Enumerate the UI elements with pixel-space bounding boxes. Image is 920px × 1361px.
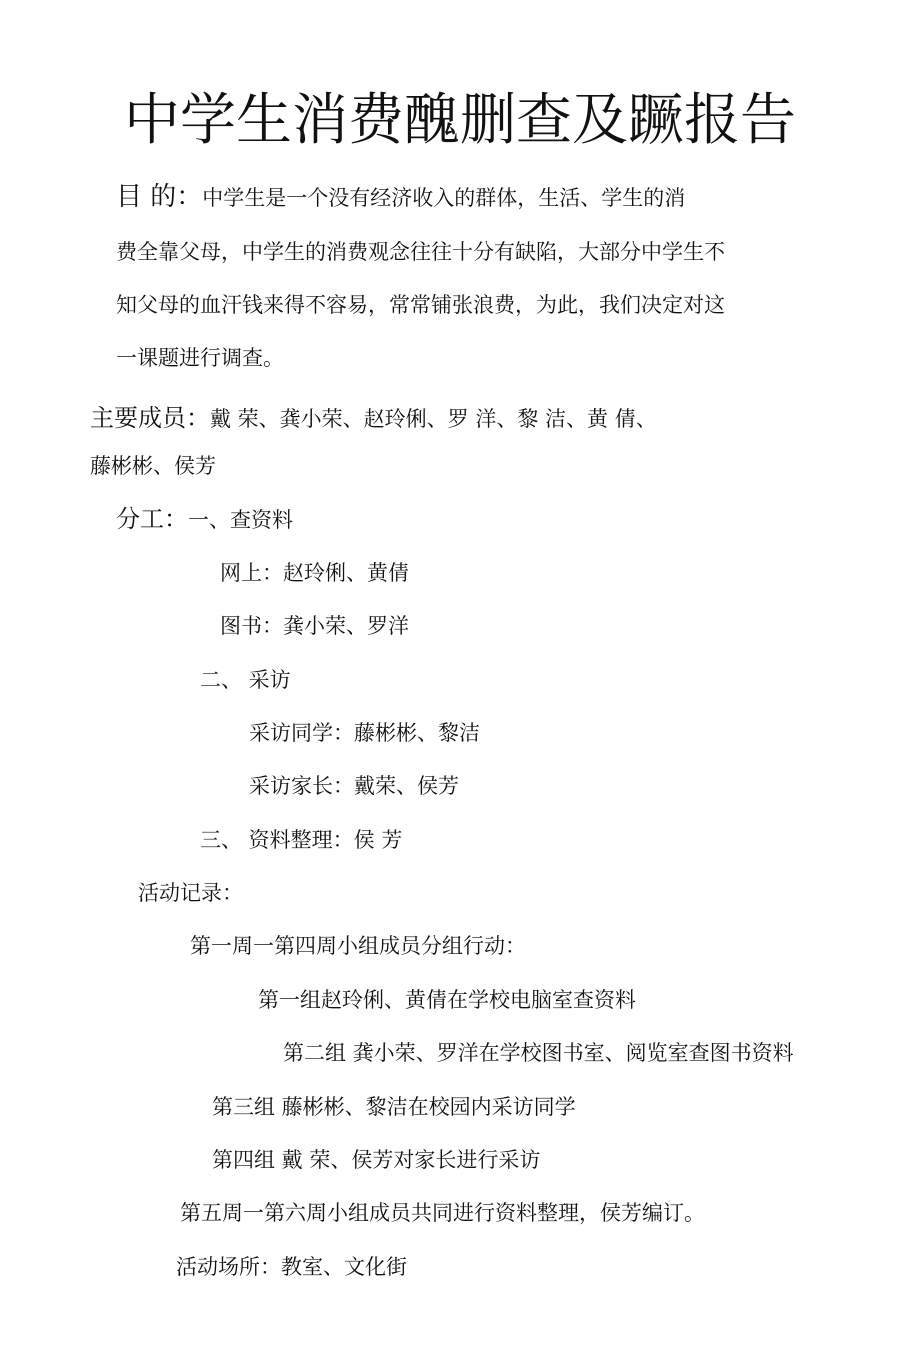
division-online: 网上：赵玲俐、黄倩 xyxy=(220,561,409,585)
purpose-line-2: 费全靠父母，中学生的消费观念往往十分有缺陷，大部分中学生不 xyxy=(116,240,725,264)
division-students: 采访同学：藤彬彬、黎洁 xyxy=(249,721,480,745)
records-group-1: 第一组赵玲俐、黄倩在学校电脑室查资料 xyxy=(258,988,636,1012)
division-books: 图书：龚小荣、罗洋 xyxy=(220,614,409,638)
members-line-2: 藤彬彬、侯芳 xyxy=(90,454,216,478)
report-title: 中学生消费醜删查及蹶报告 xyxy=(124,88,796,153)
records-label: 活动记录： xyxy=(138,881,243,905)
purpose-line-1 xyxy=(116,183,685,212)
division-item-2: 二、 采访 xyxy=(200,668,291,692)
division-parents: 采访家长：戴荣、侯芳 xyxy=(249,774,459,798)
purpose-line-4: 一课题进行调查。 xyxy=(116,346,284,370)
records-week1-4: 第一周一第四周小组成员分组行动： xyxy=(190,934,526,958)
purpose-text-1: 中学生是一个没有经济收入的群体，生活、学生的消 xyxy=(202,186,686,210)
division-label: 分工： xyxy=(116,505,188,533)
division-line xyxy=(116,505,293,534)
records-venue: 活动场所：教室、文化街 xyxy=(176,1255,407,1279)
records-group-2: 第二组 龚小荣、罗洋在学校图书室、阅览室查图书资料 xyxy=(283,1041,794,1065)
members-text-1: 戴 荣、龚小荣、赵玲俐、罗 洋、黎 洁、黄 倩、 xyxy=(210,407,657,431)
members-line-1 xyxy=(90,404,657,433)
purpose-label: 目 的： xyxy=(116,182,203,212)
division-item-3: 三、 资料整理：侯 芳 xyxy=(200,828,403,852)
records-group-4: 第四组 戴 荣、侯芳对家长进行采访 xyxy=(212,1148,541,1172)
purpose-line-3: 知父母的血汗钱来得不容易，常常铺张浪费，为此，我们决定对这 xyxy=(116,293,725,317)
members-label: 主要成员： xyxy=(90,404,210,432)
records-group-3: 第三组 藤彬彬、黎洁在校园内采访同学 xyxy=(212,1095,576,1119)
division-item-1: 一、查资料 xyxy=(188,508,293,532)
records-week5-6: 第五周一第六周小组成员共同进行资料整理，侯芳编订。 xyxy=(180,1201,705,1225)
